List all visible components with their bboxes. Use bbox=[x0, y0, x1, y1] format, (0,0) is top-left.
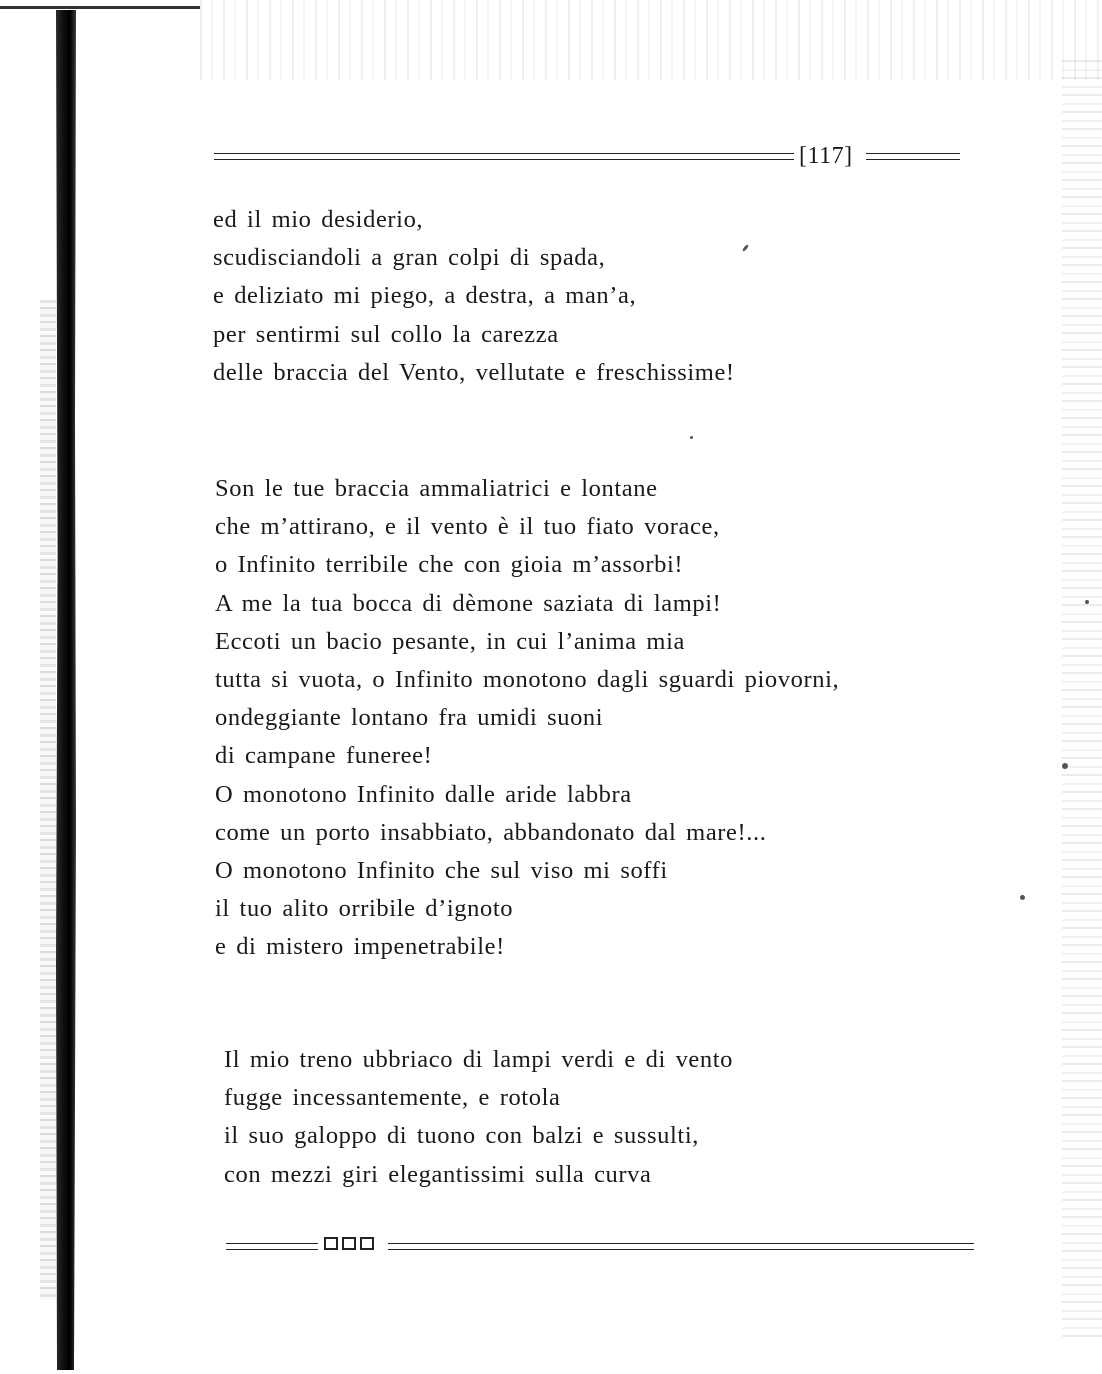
square-ornament-icon bbox=[342, 1237, 356, 1250]
poem-line: scudisciandoli a gran colpi di spada, bbox=[213, 244, 606, 272]
binding-shadow bbox=[40, 300, 56, 1300]
square-ornament-icon bbox=[360, 1237, 374, 1250]
poem-line: delle braccia del Vento, vellutate e freschissime! bbox=[213, 358, 735, 386]
poem-line: e deliziato mi piego, a destra, a man’a, bbox=[213, 282, 637, 310]
header-rule-left bbox=[214, 153, 794, 160]
poem-line: per sentirmi sul collo la carezza bbox=[213, 320, 559, 348]
page-binding-edge bbox=[56, 10, 76, 1370]
stanza-3 bbox=[224, 1041, 733, 1194]
poem-line: il suo galoppo di tuono con balzi e sussulti, bbox=[224, 1122, 699, 1150]
poem-line: o Infinito terribile che con gioia m’assorbi! bbox=[215, 551, 684, 579]
poem-line: e di mistero impenetrabile! bbox=[215, 933, 505, 961]
header-rule-right bbox=[866, 153, 960, 160]
footer-box-ornament bbox=[324, 1237, 374, 1250]
poem-line: di campane funeree! bbox=[215, 742, 433, 770]
stanza-2 bbox=[215, 470, 839, 966]
poem-line: ed il mio desiderio, bbox=[213, 206, 424, 233]
poem-line: come un porto insabbiato, abbandonato dal mare!... bbox=[215, 818, 767, 846]
page-header bbox=[214, 144, 960, 168]
poem-line: ondeggiante lontano fra umidi suoni bbox=[215, 704, 604, 732]
poem-line: Eccoti un bacio pesante, in cui l’anima mia bbox=[215, 627, 685, 655]
poem-line: O monotono Infinito che sul viso mi soffi bbox=[215, 856, 668, 884]
page-number: [117] bbox=[799, 143, 853, 169]
poem-line: Il mio treno ubbriaco di lampi verdi e di vento bbox=[224, 1046, 734, 1073]
square-ornament-icon bbox=[324, 1237, 338, 1250]
poem-line: con mezzi giri elegantissimi sulla curva bbox=[224, 1160, 652, 1188]
scan-noise-top bbox=[200, 0, 1102, 80]
scan-speck bbox=[742, 244, 749, 252]
stanza-1 bbox=[213, 201, 735, 392]
scan-noise-right bbox=[1062, 60, 1102, 1340]
footer-rule-left bbox=[226, 1243, 318, 1250]
scan-speck bbox=[1020, 895, 1025, 900]
scan-speck bbox=[690, 436, 693, 439]
poem-line: che m’attirano, e il vento è il tuo fiato vorace, bbox=[215, 513, 720, 541]
poem-line: il tuo alito orribile d’ignoto bbox=[215, 895, 514, 923]
scan-speck bbox=[1085, 600, 1089, 604]
poem-line: fugge incessantemente, e rotola bbox=[224, 1084, 561, 1112]
scan-speck bbox=[1062, 763, 1068, 769]
poem-line: A me la tua bocca di dèmone saziata di lampi! bbox=[215, 589, 722, 617]
scan-top-edge bbox=[0, 6, 200, 9]
footer-rule-right bbox=[388, 1243, 974, 1250]
poem-line: tutta si vuota, o Infinito monotono dagli sguardi piovorni, bbox=[215, 665, 840, 693]
poem-line: Son le tue braccia ammaliatrici e lontane bbox=[215, 475, 658, 502]
poem-line: O monotono Infinito dalle aride labbra bbox=[215, 780, 632, 808]
page-footer-ornament bbox=[226, 1234, 974, 1258]
